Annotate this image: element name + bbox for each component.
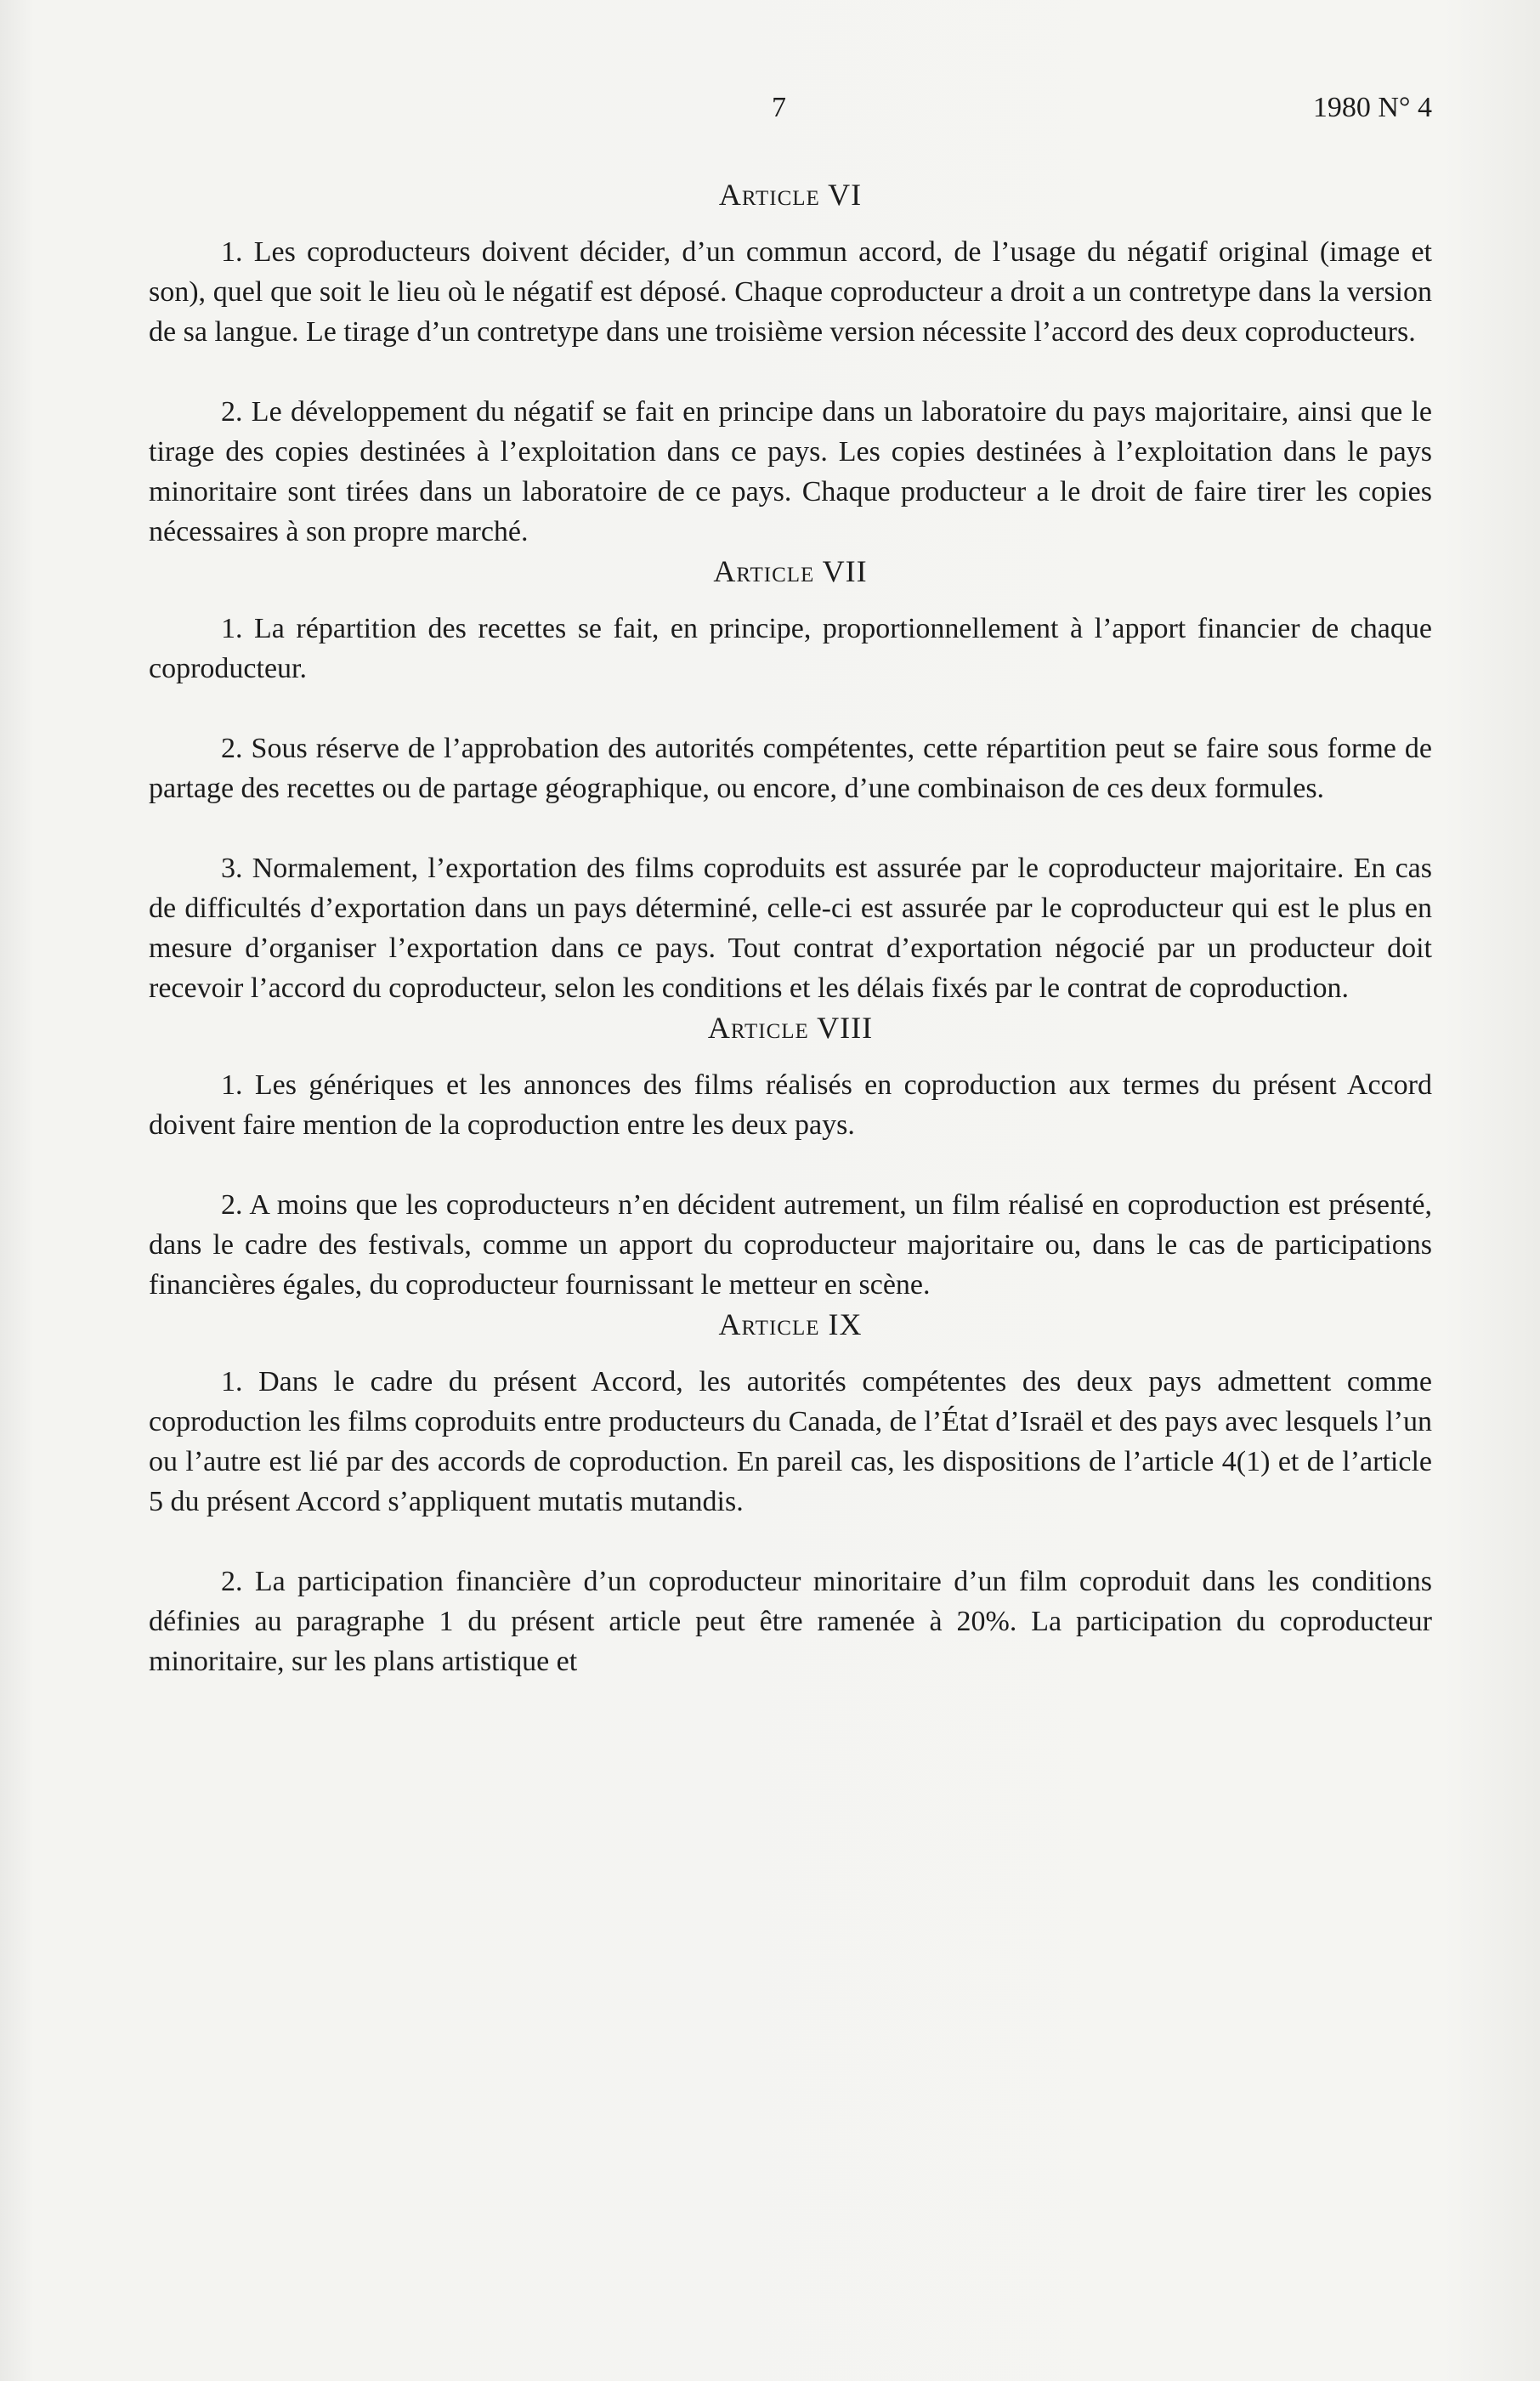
article-7-paragraph-3: 3. Normalement, l’exportation des films coproduits est assurée par le coproducteur majoritaire. En cas de difficultés d’exportation dans un pays déterminé, celle-ci est assurée par le coproducteur qui est le plus en mesure d’organiser l’exportation dans ce pays. Tout contrat d’exportation négocié par un producteur doit recevoir l’accord du coproducteur, selon les conditions et les délais fixés par le contrat de coproduction. [149, 853, 1432, 1004]
issue-reference: 1980 N° 4 [1312, 92, 1432, 123]
document-body [149, 175, 1432, 1681]
article-9-paragraph-1: 1. Dans le cadre du présent Accord, les autorités compétentes des deux pays admettent comme coproduction les films coproduits entre producteurs du Canada, de l’État d’Israël et des pays avec lesquels l’un ou l’autre est lié par des accords de coproduction. En pareil cas, les dispositions de l’article 4(1) et de l’article 5 du présent Accord s’appliquent mutatis mutandis. [149, 1366, 1432, 1517]
article-6-heading: Article VI [718, 178, 863, 212]
article-8-heading: Article VIII [707, 1011, 874, 1045]
article-9-heading: Article IX [718, 1307, 863, 1341]
page-number: 7 [772, 92, 786, 123]
article-6-paragraph-1: 1. Les coproducteurs doivent décider, d’un commun accord, de l’usage du négatif original (image et son), quel que soit le lieu où le négatif est déposé. Chaque coproducteur a droit a un contretype dans la version de sa langue. Le tirage d’un contretype dans une troisième version nécessite l’accord des deux coproducteurs. [149, 236, 1432, 348]
article-8-paragraph-2: 2. A moins que les coproducteurs n’en décident autrement, un film réalisé en coproduction est présenté, dans le cadre des festivals, comme un apport du coproducteur majoritaire ou, dans le cas de participations financières égales, du coproducteur fournissant le metteur en scène. [149, 1189, 1432, 1301]
page-header [149, 92, 1432, 134]
article-7-paragraph-1: 1. La répartition des recettes se fait, en principe, proportionnellement à l’apport financier de chaque coproducteur. [149, 613, 1432, 684]
article-7-heading: Article VII [713, 554, 868, 588]
article-8-paragraph-1: 1. Les génériques et les annonces des films réalisés en coproduction aux termes du présent Accord doivent faire mention de la coproduction entre les deux pays. [149, 1069, 1432, 1141]
article-7-paragraph-2: 2. Sous réserve de l’approbation des autorités compétentes, cette répartition peut se faire sous forme de partage des recettes ou de partage géographique, ou encore, d’une combinaison de ces deux formules. [149, 733, 1432, 804]
article-6-paragraph-2: 2. Le développement du négatif se fait en principe dans un laboratoire du pays majoritaire, ainsi que le tirage des copies destinées à l’exploitation dans ce pays. Les copies destinées à l’exploitation dans le pays minoritaire sont tirées dans un laboratoire de ce pays. Chaque producteur a le droit de faire tirer les copies nécessaires à son propre marché. [149, 396, 1432, 547]
article-9-paragraph-2: 2. La participation financière d’un coproducteur minoritaire d’un film coproduit dans les conditions définies au paragraphe 1 du présent article peut être ramenée à 20%. La participation du coproducteur minoritaire, sur les plans artistique et [149, 1566, 1432, 1677]
